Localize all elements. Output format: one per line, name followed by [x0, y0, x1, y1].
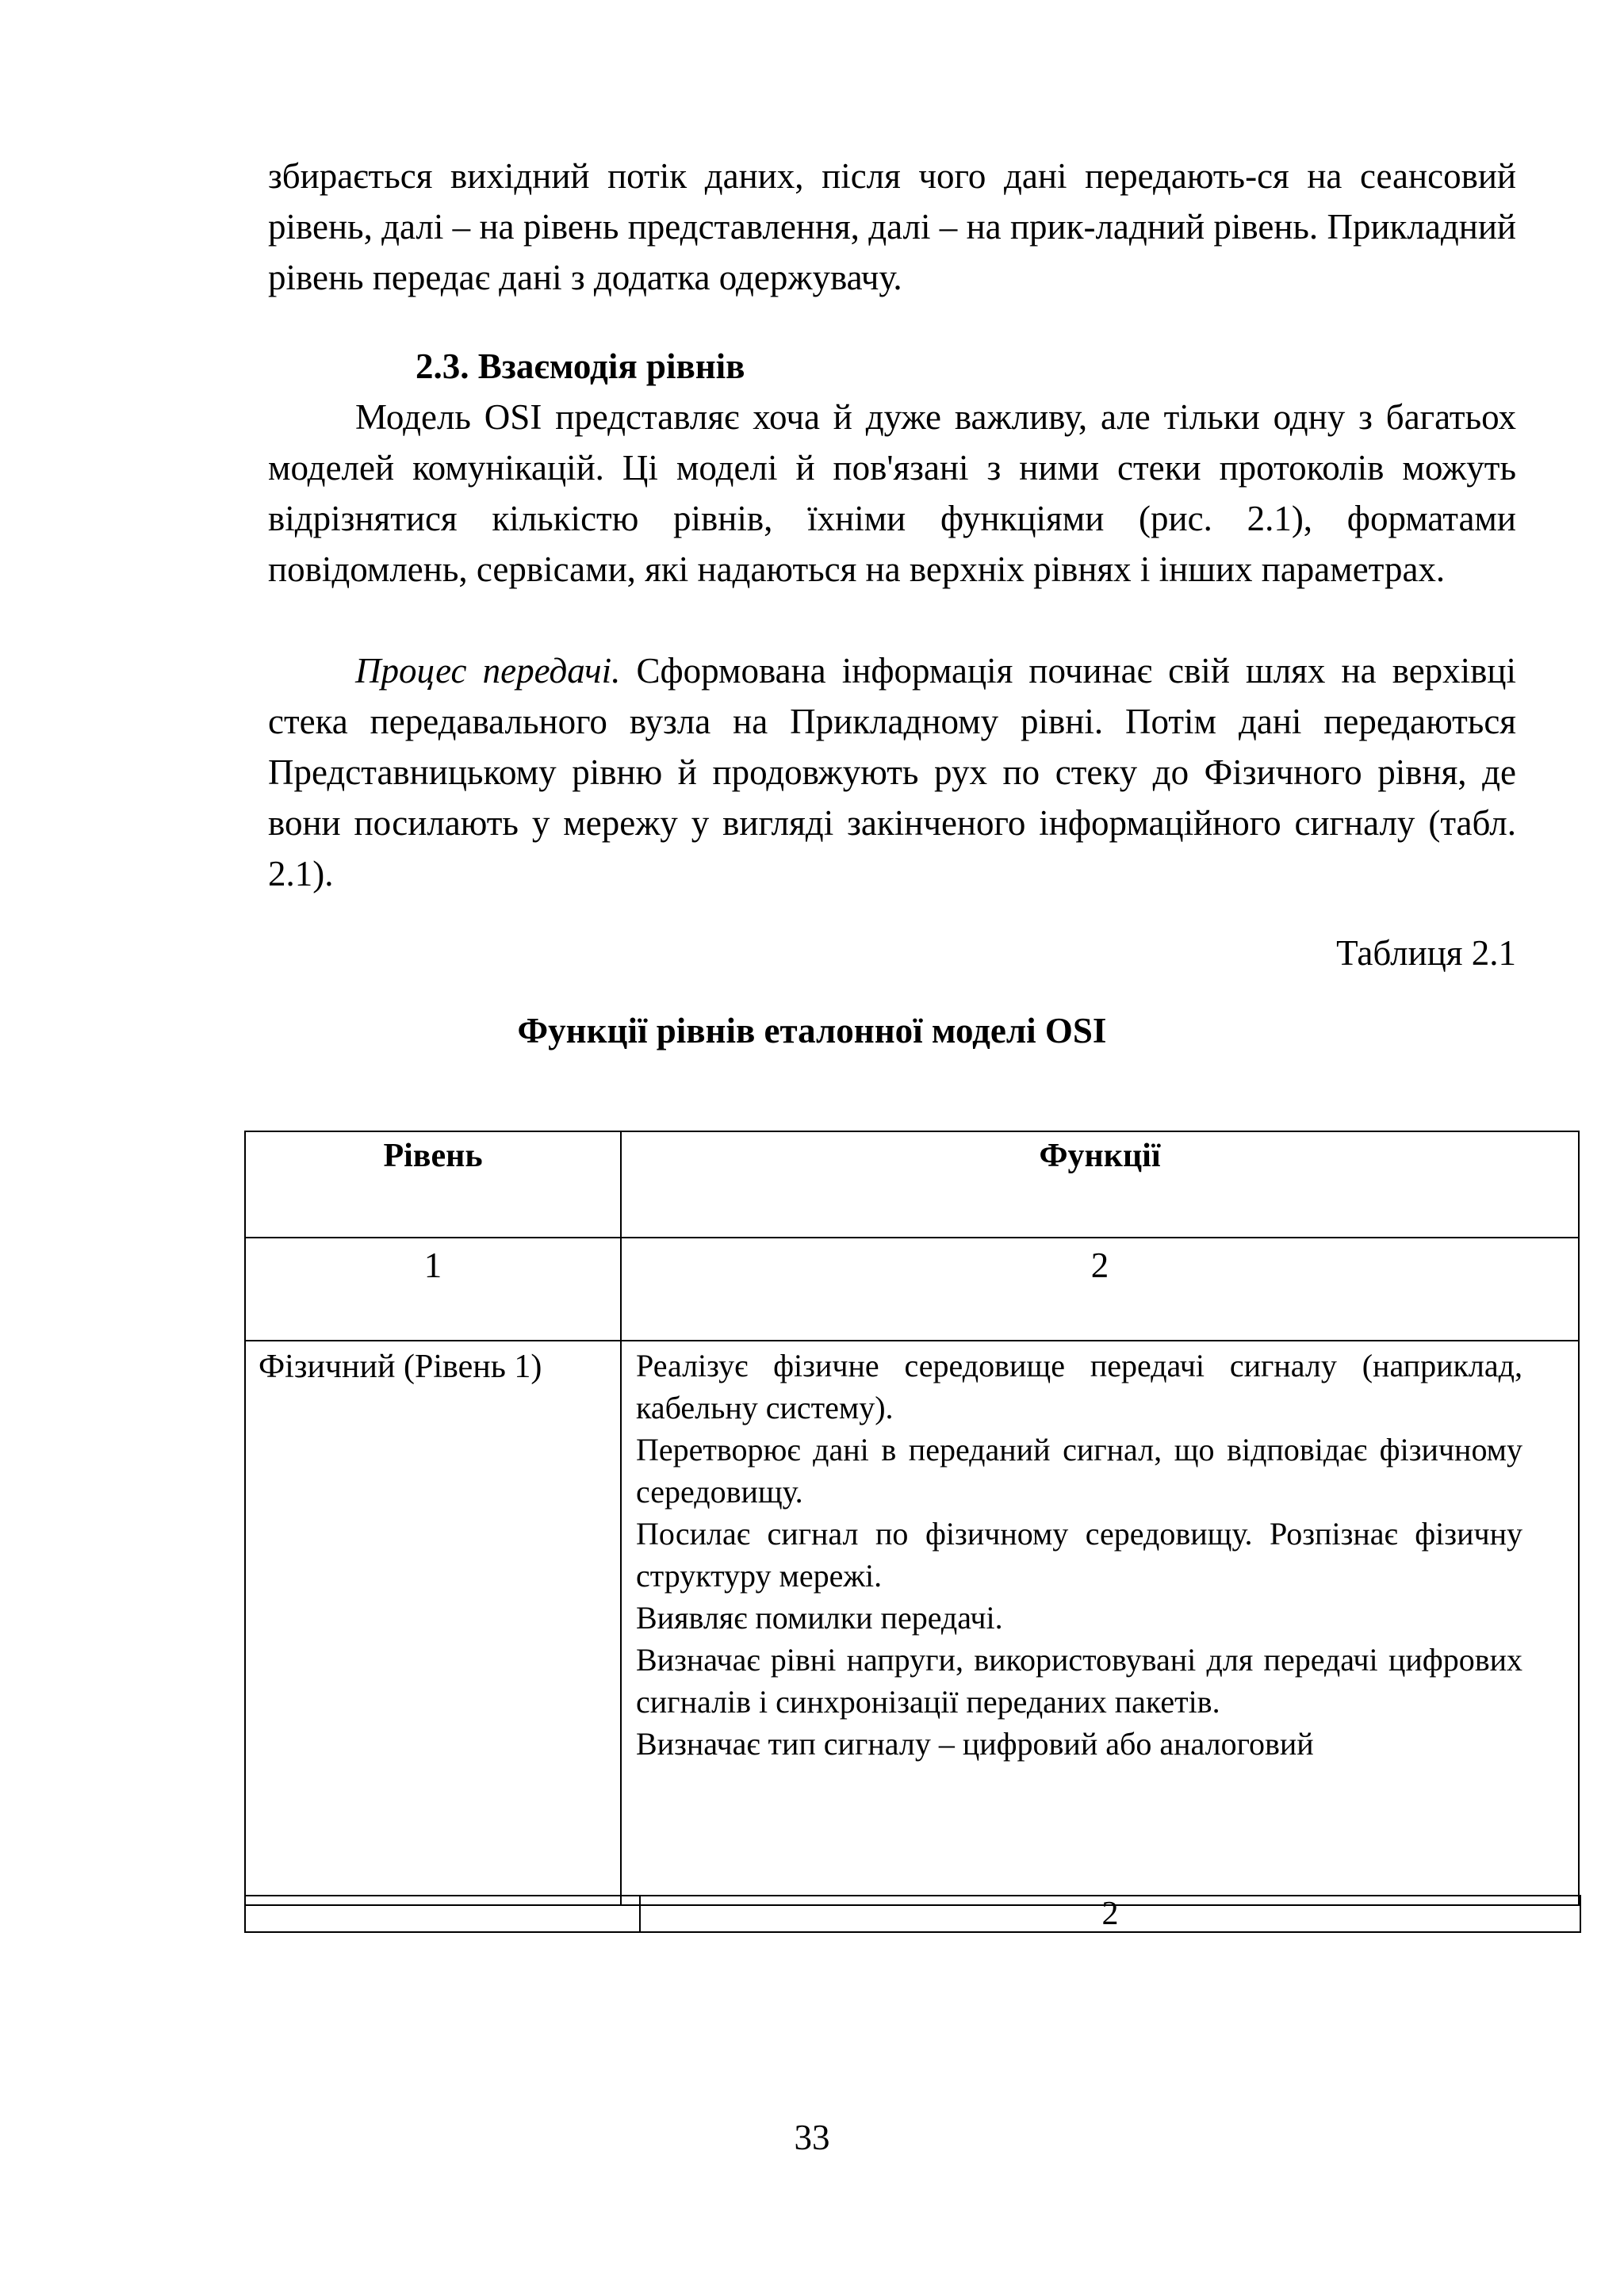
paragraph-osi-model-text: Модель OSI представляє хоча й дуже важливу, але тільки одну з багатьох моделей комунікацій. Ці моделі й пов'язані з ними стеки протоколів можуть відрізнятися кількістю рівнів, їхніми функціями (рис. 2.1), форматами повідомлень, сервісами, які надаються на верхніх рівнях і інших параметрах. — [268, 397, 1516, 589]
function-item: Визначає рівні напруги, використовувані для передачі цифрових сигналів і синхронізації переданих пакетів. — [636, 1642, 1522, 1720]
function-item: Виявляє помилки передачі. — [636, 1600, 1003, 1636]
continuation-row — [245, 1896, 1580, 1932]
column-number-1: 1 — [245, 1238, 621, 1341]
level-name: Фізичний (Рівень 1) — [259, 1349, 542, 1385]
osi-functions-table — [244, 1131, 1580, 1906]
paragraph-continued: збирається вихідний потік даних, після чого дані передають-ся на сеансовий рівень, далі – на рівень представлення, далі – на прик-ладний рівень. Прикладний рівень передає дані з додатка одержувачу. — [268, 156, 1516, 297]
column-number-2: 2 — [621, 1238, 1579, 1341]
table-header-row — [245, 1131, 1579, 1238]
header-functions: Функції — [621, 1131, 1579, 1238]
header-level: Рівень — [245, 1131, 621, 1238]
table-label: Таблиця 2.1 — [1336, 933, 1516, 973]
paragraph-osi-model — [268, 392, 1516, 595]
transfer-process-term: Процес передачі. — [355, 651, 621, 691]
functions-cell — [621, 1341, 1579, 1905]
continuation-cell-1 — [245, 1896, 640, 1932]
paragraph-transfer-process — [268, 645, 1516, 899]
function-item: Посилає сигнал по фізичному середовищу. Розпізнає фізичну структуру мережі. — [636, 1516, 1522, 1594]
page-number: 33 — [794, 2118, 830, 2157]
paragraph-transfer-process-text: Сформована інформація починає свій шлях на верхівці стека передавального вузла на Прикладному рівні. Потім дані передаються Представницькому рівню й продовжують рух по стеку до Фізичного рівня, де вони посилають у мережу у вигляді закінченого інформаційного сигналу (табл. 2.1). — [268, 651, 1517, 894]
column-number-row — [245, 1238, 1579, 1341]
continuation-table — [244, 1895, 1581, 1933]
functions-list — [622, 1341, 1578, 1765]
table-row — [245, 1341, 1579, 1905]
function-item: Визначає тип сигналу – цифровий або аналоговий — [636, 1726, 1314, 1762]
function-item: Перетворює дані в переданий сигнал, що відповідає фізичному середовищу. — [636, 1432, 1522, 1510]
section-heading: 2.3. Взаємодія рівнів — [416, 346, 745, 386]
table-title: Функції рівнів еталонної моделі OSI — [517, 1011, 1107, 1050]
continuation-cell-2: 2 — [640, 1896, 1580, 1932]
level-cell — [245, 1341, 621, 1905]
function-item: Реалізує фізичне середовище передачі сигналу (наприклад, кабельну систему). — [636, 1348, 1522, 1425]
